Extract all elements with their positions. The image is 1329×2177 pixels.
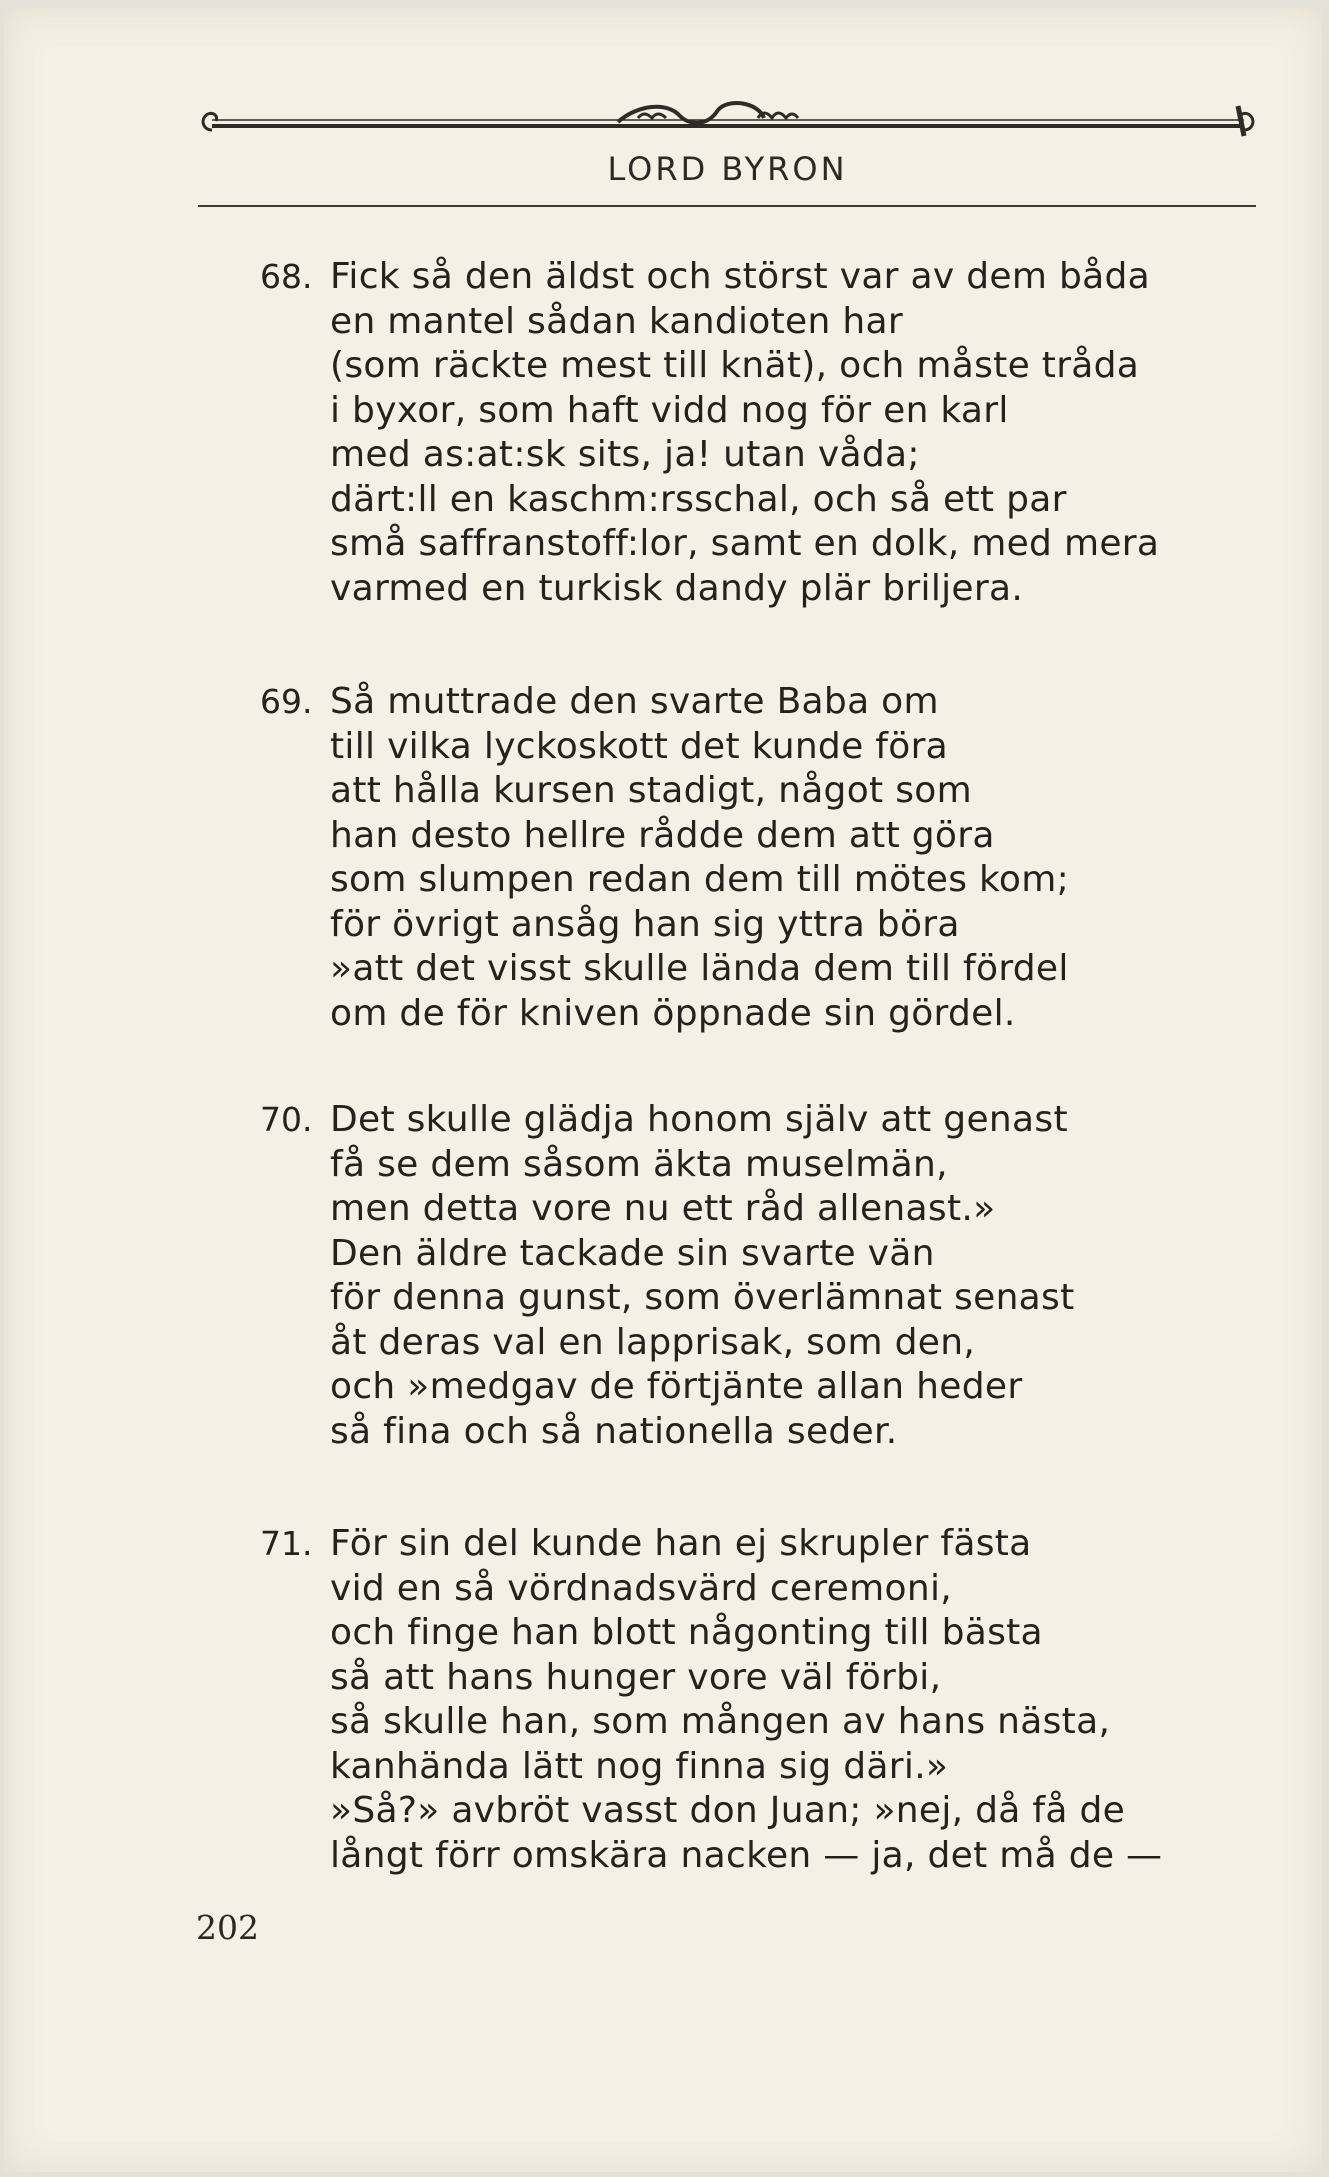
- verse-line: han desto hellre rådde dem att göra: [330, 814, 995, 856]
- verse-line: med as:at:sk sits, ja! utan våda;: [330, 434, 920, 475]
- verse-line: »att det visst skulle lända dem till fördel: [330, 948, 1069, 989]
- verse-line: vid en så vördnadsvärd ceremoni,: [330, 1567, 952, 1609]
- stanza-number: 71.: [260, 1524, 313, 1563]
- stanza-70: [262, 1098, 1252, 1454]
- stanza-lines: [330, 255, 1252, 611]
- stanza-69: [262, 680, 1252, 1036]
- verse-line: om de för kniven öppnade sin gördel.: [330, 992, 1016, 1034]
- verse-line: att hålla kursen stadigt, något som: [330, 770, 972, 811]
- verse-line: små saffranstoff:lor, samt en dolk, med mera: [330, 523, 1160, 564]
- verse-line: åt deras val en lapprisak, som den,: [330, 1321, 976, 1363]
- verse-line: (som räckte mest till knät), och måste tråda: [330, 345, 1140, 386]
- verse-line: så att hans hunger vore väl förbi,: [330, 1656, 942, 1698]
- verse-line: men detta vore nu ett råd allenast.»: [330, 1188, 996, 1229]
- verse-line: en mantel sådan kandioten har: [330, 300, 903, 342]
- verse-line: Fick så den äldst och störst var av dem båda: [330, 256, 1150, 297]
- verse-line: »Så?» avbröt vasst don Juan; »nej, då få de: [330, 1790, 1126, 1831]
- stanza-68: [262, 255, 1252, 611]
- running-title: LORD BYRON: [607, 150, 848, 188]
- verse-line: i byxor, som haft vidd nog för en karl: [330, 389, 1009, 431]
- stanza-lines: [330, 680, 1252, 1036]
- verse-line: till vilka lyckoskott det kunde föra: [330, 725, 949, 767]
- stanza-number: 68.: [260, 257, 313, 296]
- stanza-lines: [330, 1522, 1252, 1878]
- verse-line: för övrigt ansåg han sig yttra böra: [330, 903, 960, 945]
- verse-line: varmed en turkisk dandy plär briljera.: [330, 567, 1024, 609]
- verse-line: Det skulle glädja honom själv att genast: [330, 1099, 1068, 1140]
- verse-line: så fina och så nationella seder.: [330, 1410, 898, 1452]
- page-number: 202: [196, 1908, 259, 1947]
- stanza-71: [262, 1522, 1252, 1878]
- verse-line: För sin del kunde han ej skrupler fästa: [330, 1523, 1032, 1564]
- verse-line: därt:ll en kaschm:rsschal, och så ett par: [330, 478, 1067, 520]
- stanza-lines: [330, 1098, 1252, 1454]
- verse-line: Så muttrade den svarte Baba om: [330, 681, 939, 722]
- verse-line: få se dem såsom äkta muselmän,: [330, 1143, 948, 1185]
- decorative-header-ornament: [198, 96, 1258, 140]
- verse-line: för denna gunst, som överlämnat senast: [330, 1277, 1075, 1318]
- verse-line: långt förr omskära nacken — ja, det må de —: [330, 1834, 1163, 1876]
- verse-line: så skulle han, som mången av hans nästa,: [330, 1701, 1111, 1742]
- verse-line: kanhända lätt nog finna sig däri.»: [330, 1745, 949, 1787]
- header-rule: [198, 205, 1256, 207]
- verse-line: och finge han blott någonting till bästa: [330, 1612, 1043, 1653]
- verse-line: Den äldre tackade sin svarte vän: [330, 1232, 935, 1274]
- stanza-number: 69.: [260, 682, 313, 721]
- verse-line: som slumpen redan dem till mötes kom;: [330, 859, 1070, 900]
- stanza-number: 70.: [260, 1100, 313, 1139]
- verse-line: och »medgav de förtjänte allan heder: [330, 1366, 1023, 1407]
